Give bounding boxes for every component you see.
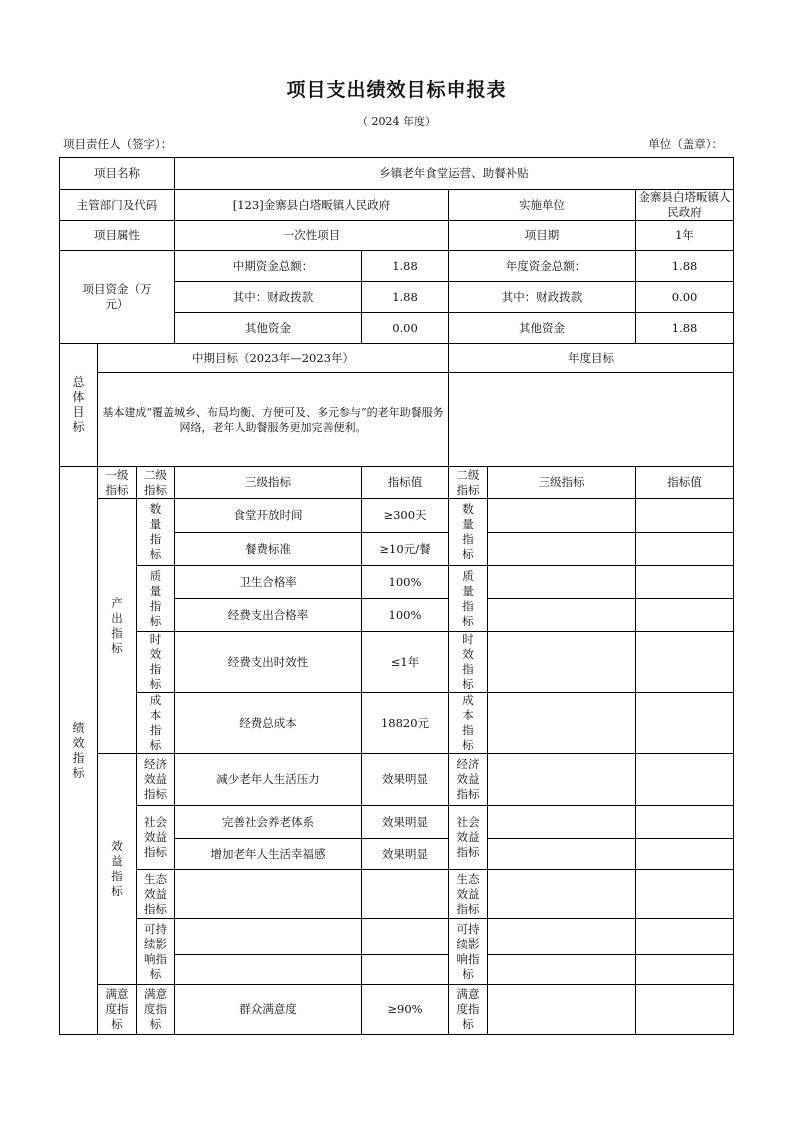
col-value-header: 指标值	[362, 467, 449, 499]
sustainable-impact-label: 可持续影响指标	[137, 919, 175, 985]
economic-benefit-label-year: 经济效益指标	[449, 754, 488, 806]
year-indicator-value	[636, 632, 734, 693]
indicator-name: 群众满意度	[175, 985, 362, 1035]
indicator-value	[362, 955, 449, 985]
period-value: 1年	[636, 221, 734, 251]
year-indicator-value	[636, 985, 734, 1035]
year-indicator-value	[636, 566, 734, 599]
indicator-name: 餐费标准	[175, 533, 362, 566]
mid-total-label: 中期资金总额：	[175, 251, 362, 282]
year-total-label: 年度资金总额：	[449, 251, 636, 282]
year-other-value: 1.88	[636, 313, 734, 344]
year-other-label: 其他资金	[449, 313, 636, 344]
col-level2-header: 二级指标	[137, 467, 175, 499]
year-indicator-name	[488, 985, 636, 1035]
indicator-value	[362, 919, 449, 955]
indicator-name: 经费支出合格率	[175, 599, 362, 632]
attr-label: 项目属性	[60, 221, 175, 251]
mid-fiscal-value: 1.88	[362, 282, 449, 313]
indicator-value: ≥90%	[362, 985, 449, 1035]
satisfaction-l2-label-year: 满意度指标	[449, 985, 488, 1035]
mid-other-label: 其他资金	[175, 313, 362, 344]
year-indicator-value	[636, 919, 734, 955]
quantity-indicator-label: 数量指标	[137, 499, 175, 566]
project-name-label: 项目名称	[60, 158, 175, 190]
col-level1-header: 一级指标	[98, 467, 137, 499]
mid-fiscal-label: 其中：财政拨款	[175, 282, 362, 313]
quality-indicator-label: 质量指标	[137, 566, 175, 632]
indicator-name	[175, 870, 362, 919]
year-indicator-value	[636, 599, 734, 632]
year-indicator-value	[636, 806, 734, 839]
dept-label: 主管部门及代码	[60, 190, 175, 221]
cost-indicator-label-year: 成本指标	[449, 693, 488, 754]
year-indicator-value	[636, 754, 734, 806]
year-indicator-value	[636, 533, 734, 566]
satisfaction-indicator-label: 满意度指标	[98, 985, 137, 1035]
indicator-name: 完善社会养老体系	[175, 806, 362, 839]
col-value-header-year: 指标值	[636, 467, 734, 499]
year-indicator-value	[636, 870, 734, 919]
ecological-benefit-label-year: 生态效益指标	[449, 870, 488, 919]
year-indicator-name	[488, 839, 636, 870]
year-indicator-name	[488, 806, 636, 839]
dept-value: [123]金寨县白塔畈镇人民政府	[175, 190, 449, 221]
year-indicator-value	[636, 955, 734, 985]
indicator-value: 效果明显	[362, 839, 449, 870]
indicator-value: ≥10元/餐	[362, 533, 449, 566]
year-indicator-value	[636, 839, 734, 870]
impl-unit-label: 实施单位	[449, 190, 636, 221]
satisfaction-l2-label: 满意度指标	[137, 985, 175, 1035]
indicator-value: 18820元	[362, 693, 449, 754]
year-indicator-name	[488, 632, 636, 693]
output-indicator-label: 产出指标	[98, 499, 137, 754]
indicator-name: 增加老年人生活幸福感	[175, 839, 362, 870]
performance-form-table	[59, 157, 734, 1035]
ecological-benefit-label: 生态效益指标	[137, 870, 175, 919]
page-title: 项目支出绩效目标申报表	[286, 79, 507, 101]
indicator-name: 经费总成本	[175, 693, 362, 754]
sustainable-impact-label-year: 可持续影响指标	[449, 919, 488, 985]
indicator-name	[175, 955, 362, 985]
year-fiscal-value: 0.00	[636, 282, 734, 313]
signer-label: 项目责任人（签字）：	[63, 137, 173, 151]
cost-indicator-label: 成本指标	[137, 693, 175, 754]
year-indicator-name	[488, 870, 636, 919]
indicator-name: 减少老年人生活压力	[175, 754, 362, 806]
mid-goal-text: 基本建成“覆盖城乡、布局均衡、方便可及、多元参与”的老年助餐服务网络，老年人助餐服务更加完善便利。	[98, 373, 449, 467]
year-goal-header: 年度目标	[449, 344, 734, 373]
funds-label: 项目资金（万元）	[60, 251, 175, 344]
impl-unit-value: 金寨县白塔畈镇人民政府	[636, 190, 734, 221]
indicator-name: 卫生合格率	[175, 566, 362, 599]
quantity-indicator-label-year: 数量指标	[449, 499, 488, 566]
unit-seal-label: 单位（盖章）：	[648, 137, 723, 151]
overall-goal-label: 总体目标	[60, 344, 98, 467]
period-label: 项目期	[449, 221, 636, 251]
economic-benefit-label: 经济效益指标	[137, 754, 175, 806]
mid-goal-header: 中期目标（2023年—2023年）	[98, 344, 449, 373]
indicator-value: 100%	[362, 599, 449, 632]
social-benefit-label-year: 社会效益指标	[449, 806, 488, 870]
year-indicator-value	[636, 693, 734, 754]
indicator-value: 效果明显	[362, 754, 449, 806]
indicator-value: 100%	[362, 566, 449, 599]
quality-indicator-label-year: 质量指标	[449, 566, 488, 632]
indicator-value	[362, 870, 449, 919]
indicator-name: 经费支出时效性	[175, 632, 362, 693]
year-indicator-name	[488, 533, 636, 566]
year-indicator-name	[488, 919, 636, 955]
indicator-value: ≤1年	[362, 632, 449, 693]
year-goal-text	[449, 373, 734, 467]
col-level2-header-year: 二级指标	[449, 467, 488, 499]
year-indicator-name	[488, 499, 636, 533]
indicator-name: 食堂开放时间	[175, 499, 362, 533]
timeliness-indicator-label: 时效指标	[137, 632, 175, 693]
year-total-value: 1.88	[636, 251, 734, 282]
performance-label: 绩效指标	[60, 467, 98, 1035]
mid-total-value: 1.88	[362, 251, 449, 282]
year-fiscal-label: 其中：财政拨款	[449, 282, 636, 313]
year-indicator-name	[488, 754, 636, 806]
benefit-indicator-label: 效益指标	[98, 754, 137, 985]
indicator-value: ≥300天	[362, 499, 449, 533]
year-indicator-name	[488, 693, 636, 754]
project-name: 乡镇老年食堂运营、助餐补贴	[175, 158, 734, 190]
attr-value: 一次性项目	[175, 221, 449, 251]
year-indicator-name	[488, 599, 636, 632]
mid-other-value: 0.00	[362, 313, 449, 344]
year-indicator-value	[636, 499, 734, 533]
year-indicator-name	[488, 955, 636, 985]
indicator-value: 效果明显	[362, 806, 449, 839]
year-indicator-name	[488, 566, 636, 599]
social-benefit-label: 社会效益指标	[137, 806, 175, 870]
fiscal-year: （ 2024 年度）	[357, 115, 436, 128]
indicator-name	[175, 919, 362, 955]
col-level3-header-year: 三级指标	[488, 467, 636, 499]
timeliness-indicator-label-year: 时效指标	[449, 632, 488, 693]
col-level3-header: 三级指标	[175, 467, 362, 499]
